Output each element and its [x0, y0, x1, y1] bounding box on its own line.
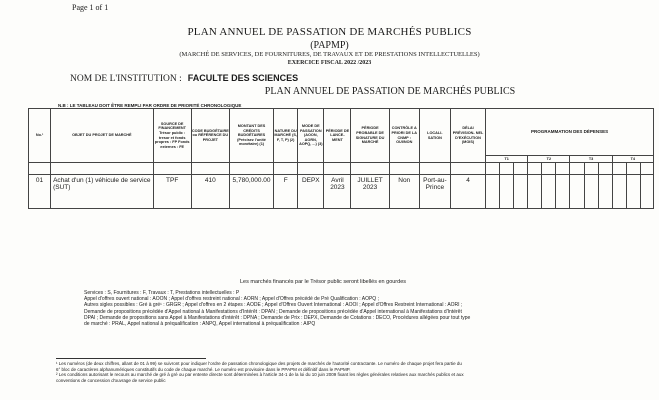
header-row	[29, 109, 654, 156]
header-objet: OBJET DU PROJET DE MARCHÉ	[51, 109, 153, 163]
fiscal-year: EXERCICE FISCAL 2022 /2023	[287, 60, 372, 66]
header-nature: NATURE DU MARCHÉ (S, F, T, P) (2)	[274, 109, 298, 163]
title-acronym: (PAPMP)	[310, 40, 349, 51]
cell-periode-signature: JUILLET 2023	[351, 175, 389, 209]
header-periode-lancement: PÉRIODE DE LANCE- MENT	[324, 109, 351, 163]
cell-montant: 5,780,000.00	[229, 175, 273, 209]
header-t1: T1	[486, 156, 528, 163]
institution-label: NOM DE L'INSTITUTION :	[70, 74, 182, 84]
footer-item: DPAI ; Demande de propositions sans Appel à Manifestations d'intérêt : DPNA ; Demande de Prix : DEPX, Demande de Cotations : DECO, Procédures allégées pour tout type	[84, 314, 471, 321]
header-localisation: LOCALI- SATION	[419, 109, 450, 163]
header-code: CODE BUDGÉTAIRE ou RÉFÉRENCE DU PROJET	[191, 109, 229, 163]
header-t3: T3	[570, 156, 612, 163]
procurement-table	[28, 108, 654, 209]
footnote: ¹ Les numéros (de deux chiffres, allant de 01 à 99) se suivront pour indiquer l'ordre de passation chronologique des projets de marchés de l'autorité contractante. Le numéro de chaque projet fera partie du	[56, 361, 462, 366]
header-mode: MODE DE PASSATION (AOON, AORN, AOPQ, ...) (3)	[298, 109, 324, 163]
cell-source: TPF	[153, 175, 191, 209]
header-controle: CONTRÔLE A PRIORI DE LA CNMP : OUI/NON	[389, 109, 419, 163]
cell-nature: F	[274, 175, 298, 209]
page-label: Page 1 of 1	[72, 3, 109, 12]
footnotes	[56, 361, 601, 383]
footnote-divider	[56, 358, 206, 359]
header-periode-signature: PÉRIODE PROBABLE DE SIGNATURE DU MARCHÉ	[351, 109, 389, 163]
empty-row	[29, 163, 654, 175]
footer-intro: Les marchés financés par le Trésor public seront libellés en gourdes	[240, 279, 407, 285]
header-no: No.¹	[29, 109, 51, 163]
page-title: PLAN ANNUEL DE PASSATION DE MARCHÉS PUBLICS	[187, 26, 472, 38]
title-scope: (MARCHÉ DE SERVICES, DE FOURNITURES, DE TRAVAUX ET DE PRESTATIONS INTELLECTUELLES)	[179, 51, 480, 58]
header-programmation: PROGRAMMATION DES DÉPENSES	[486, 109, 654, 156]
cell-mode: DEPX	[298, 175, 324, 209]
header-delai: DÉLAI PRÉVISION- NEL D'EXÉCUTION (MOIS)	[450, 109, 485, 163]
cell-periode-lancement: Avril 2023	[324, 175, 351, 209]
footer-item: de marché : PRAL, Appel national à préqualification : ANPQ, Appel international à préqualification : AIPQ	[84, 321, 316, 328]
footnote: ² Les conditions autorisant le recours au marché de gré à gré ou par entente directe sont déterminées à l'article 34-1 de la loi du 10 juin 2009 fixant les règles générales relatives aux marchés publics et aux	[56, 372, 464, 378]
institution-line	[70, 73, 298, 84]
header-t2: T2	[528, 156, 570, 163]
table-note: N.B : LE TABLEAU DOIT ÊTRE REMPLI PAR ORDRE DE PRIORITÉ CHRONOLOGIQUE	[58, 103, 242, 108]
footnote: 6° bloc de caractères alphanumériques constitutifs du code de chaque marché. Le numéro est provisoire dans le PPAPM et définitif dans le PAPMP.	[56, 366, 351, 372]
header-t4: T4	[612, 156, 653, 163]
cell-localisation: Port-au-Prince	[419, 175, 450, 209]
table-row	[29, 175, 654, 209]
footnote: conventions de concession d'ouvrage de service public	[56, 377, 166, 383]
cell-controle: Non	[389, 175, 419, 209]
footer-legend	[84, 290, 470, 327]
footer-item: Autres sigles possibles : Gré à gré¹ : GRGR ; Appel d'offres en 2 étapes : AODE ; Appel d'Offres Ouvert International : AOOI ; Appel d'Offres Restreint International : AORI ;	[84, 302, 463, 309]
cell-objet: Achat d'un (1) véhicule de service (SUT)	[51, 175, 153, 209]
cell-code: 410	[191, 175, 229, 209]
title-repeat: PLAN ANNUEL DE PASSATION DE MARCHÉS PUBLICS	[264, 86, 516, 97]
footer-item: Demande de propositions précédée d'Appel national à Manifestations d'Intérêt : DPAN ; Demande de propositions précédée d'Appel international à Manifestations d'Intérêt	[84, 308, 462, 315]
institution-name: FACULTE DES SCIENCES	[187, 73, 299, 83]
header-source: SOURCE DE FINANCEMENT Trésor public : tresor et fonds propres : FP Fonds externes : FE	[153, 109, 191, 163]
cell-delai: 4	[450, 175, 485, 209]
footer-item: Services : S, Fournitures : F, Travaux : T, Prestations intellectuelles : P	[84, 290, 240, 296]
header-montant: MONTANT DES CRÉDITS BUDGÉTAIRES (Précisez l'unité monétaire) (1)	[229, 109, 273, 163]
cell-no: 01	[29, 175, 51, 209]
footer-item: Appel d'offres ouvert national : AOON ; Appel d'offres restreint national : AORN ; Appel d'Offres précédé de Pré Qualification : AOPQ ;	[84, 296, 379, 303]
